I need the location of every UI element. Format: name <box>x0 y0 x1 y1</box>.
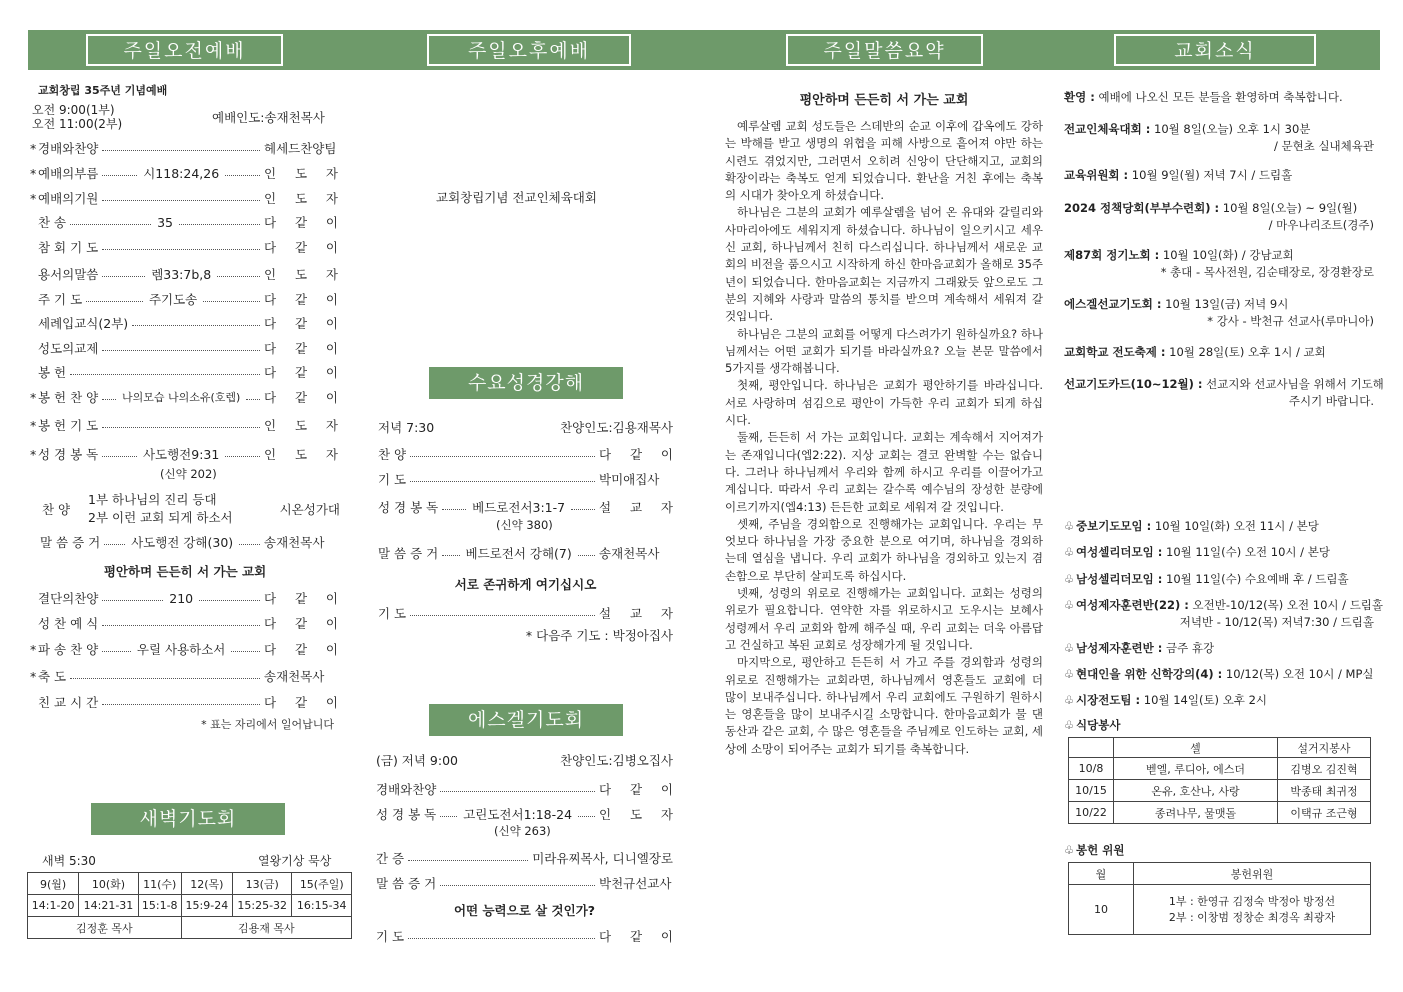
dawn-prayer-title: 새벽기도회 <box>91 803 285 835</box>
order-detail: 베드로전서3:1-7 <box>472 500 566 515</box>
order-label: 말 씀 증 거 <box>376 876 437 891</box>
meal-row <box>1069 780 1371 802</box>
summary-paragraph: 넷째, 성령의 위로로 진행해가는 교회입니다. 교회는 성령의 위로가 필요합니다. 연약한 자를 위로하시고 도우시는 보혜사 성령께서 우리 교회와 함께 해주실 때, 우리 교회는 더욱 아름답고 건실하고 복된 교회로 성장해가게 될 것입니다. <box>725 586 1043 652</box>
hymn-2: 2부 이런 교회 되게 하소서 <box>88 510 233 525</box>
order-item <box>30 693 338 711</box>
order-item <box>30 445 338 463</box>
order-detail: 렘33:7b,8 <box>151 267 212 282</box>
order-detail: 사도행전9:31 <box>142 447 220 462</box>
order-item <box>378 604 673 622</box>
order-label: 결단의찬양 <box>38 591 99 606</box>
order-item <box>376 805 673 823</box>
meal-cell: 온유, 호산나, 사랑 <box>1114 780 1278 802</box>
standing-mark: * <box>30 140 37 156</box>
ezekiel-title: 에스겔기도회 <box>429 704 623 736</box>
leader-dots <box>578 555 595 556</box>
order-detail: 사도행전 강해(30) <box>131 535 234 550</box>
leader-dots <box>102 600 163 601</box>
order-detail: 35 <box>157 214 174 230</box>
news-item <box>1064 518 1319 534</box>
standing-footnote: * 표는 자리에서 일어납니다 <box>201 718 334 731</box>
leader-dots <box>70 224 151 225</box>
order-label: 봉 헌 <box>38 365 67 380</box>
news-text: 10월 11일(수) 오전 10시 / 본당 <box>1162 545 1330 559</box>
news-title: 환영 : <box>1064 90 1095 104</box>
news-title: 전교인체육대회 : <box>1064 122 1151 136</box>
order-detail: 210 <box>169 590 194 606</box>
club-icon: ♧ <box>1064 572 1075 586</box>
news-text: 10월 14일(토) 오후 2시 <box>1140 693 1267 707</box>
order-who: 다 같 이 <box>264 316 338 331</box>
summary-paragraph: 둘째, 든든히 서 가는 교회입니다. 교회는 계속해서 지어져가는 존재입니다(엡2:22). 지상 교회는 결코 완벽할 수는 없습니다. 그러나 하나님께서 우리와 함께 하시고 우리를 이끌어가고 계십니다. 따라서 우리 교회는 갈수록 예수님의 장성한 분량에 이르기까지(엡4:13) 든든한 교회로 세워져 갈 것입니다. <box>725 430 1043 514</box>
summary-paragraph: 셋째, 주님을 경외함으로 진행해가는 교회입니다. 우리는 무엇보다 하나님을 가장 중요한 분으로 여기며, 하나님을 경외하는데 열심을 냅니다. 우리 교회가 하나님을 경외하고 있는지 겸손함으로 부단히 살피도록 하십시다. <box>725 516 1043 583</box>
order-label: 말 씀 증 거 <box>378 546 439 561</box>
meal-cell: 종려나무, 물맷돌 <box>1114 802 1278 824</box>
hymn-1: 1부 하나님의 진리 등대 <box>88 492 217 507</box>
news-text: 10월 11일(수) 수요예배 후 / 드림홀 <box>1162 572 1349 586</box>
offer-header-members: 봉헌위원 <box>1134 863 1371 885</box>
news-text-2: 주시기 바랍니다. <box>1288 394 1374 408</box>
meal-row <box>1069 758 1371 780</box>
order-item <box>378 470 673 488</box>
summary-body <box>725 118 1043 758</box>
order-item <box>30 238 338 256</box>
club-icon: ♧ <box>1064 641 1075 655</box>
news-text-2: / 문현초 실내체육관 <box>1273 139 1374 153</box>
order-label: 성 찬 예 식 <box>38 616 99 631</box>
news-title: 남성셀리더모임 : <box>1076 572 1163 586</box>
order-item <box>378 498 673 516</box>
order-label: 성도의교제 <box>38 341 99 356</box>
ezekiel-leader: 찬양인도:김병오집사 <box>560 753 673 768</box>
reading-note: (신약 263) <box>494 824 551 838</box>
order-item <box>30 614 338 632</box>
morning-leader: 예배인도:송재천목사 <box>212 110 325 125</box>
offer-table <box>1068 862 1371 935</box>
leader-dots <box>102 399 116 400</box>
leader-dots <box>70 678 260 679</box>
order-label: 성 경 봉 독 <box>376 807 437 822</box>
order-who: 다 같 이 <box>264 292 338 307</box>
news-title: 2024 정책당회(부부수련회) : <box>1064 201 1220 215</box>
order-label: 용서의말씀 <box>38 267 99 282</box>
leader-dots <box>102 625 260 626</box>
leader-dots <box>199 600 260 601</box>
offer-heading <box>1064 842 1124 858</box>
news-title: 교회학교 전도축제 : <box>1064 345 1166 359</box>
leader-dots <box>70 374 260 375</box>
news-title: 에스겔선교기도회 : <box>1064 297 1162 311</box>
dawn-passage: 15:9-24 <box>181 895 232 917</box>
leader-dots <box>571 509 595 510</box>
news-item <box>1064 640 1214 656</box>
order-label: 기 도 <box>378 472 407 487</box>
leader-dots <box>440 791 595 792</box>
news-text-2: * 총대 - 목사전원, 김순태장로, 장경환장로 <box>1160 265 1374 279</box>
offer-title: 봉헌 위원 <box>1076 843 1125 857</box>
news-item <box>1064 89 1343 105</box>
dawn-leader-1: 김정훈 목사 <box>28 917 182 939</box>
order-who: 다 같 이 <box>264 215 338 230</box>
news-text-2: 저녁반 - 10/12(목) 저녁7:30 / 드림홀 <box>1179 615 1374 629</box>
order-who: 설 교 자 <box>599 500 674 515</box>
news-text: 10/12(목) 오전 10시 / MP실 <box>1222 667 1374 681</box>
standing-mark: * <box>30 668 37 684</box>
leader-dots <box>102 704 260 705</box>
order-item <box>30 164 338 182</box>
leader-dots <box>442 509 466 510</box>
order-item <box>376 874 673 892</box>
leader-dots <box>442 555 459 556</box>
leader-dots <box>410 456 595 457</box>
leader-dots <box>102 200 260 201</box>
order-label: 기 도 <box>378 606 407 621</box>
offer-line-1: 1부 : 한영규 김정숙 박정아 방정선 <box>1168 894 1336 908</box>
meal-cell: 김병오 김진혁 <box>1278 758 1371 780</box>
news-text: 금주 휴강 <box>1162 641 1215 655</box>
order-who: 인 도 자 <box>264 267 338 282</box>
leader-dots <box>102 150 260 151</box>
order-who: 인 도 자 <box>264 166 339 181</box>
club-icon: ♧ <box>1064 693 1075 707</box>
order-item <box>376 927 673 945</box>
order-item <box>30 533 338 551</box>
news-text: 예배에 나오신 모든 분들을 환영하며 축복합니다. <box>1094 90 1343 104</box>
order-label: 기 도 <box>376 929 405 944</box>
offer-month: 10 <box>1069 885 1134 935</box>
order-label: 봉 헌 기 도 <box>38 418 99 433</box>
dawn-day: 10(화) <box>79 873 138 895</box>
leader-dots <box>102 456 137 457</box>
news-text: 선교지와 선교사님을 위해서 기도해 <box>1202 377 1384 391</box>
summary-paragraph: 마지막으로, 평안하고 든든히 서 가고 주를 경외함과 성령의 위로로 진행해가는 교회라면, 하나님께서 영혼들도 교회에 더 많이 보내주십니다. 하나님께서 우리 교회에도 구원하기 원하시는 영혼들을 많이 보내주시길 소망합니다. 한마음교회가 물 댄 동산과 같은 교회, 수 많은 영혼들을 주님께로 인도하는 교회, 세상에 소망이 되어주는 교회가 되기를 축복합니다. <box>725 655 1043 756</box>
morning-event: 교회창립 35주년 기념예배 <box>38 84 168 97</box>
order-label: 경배와찬양 <box>376 782 437 797</box>
news-item <box>1064 376 1384 409</box>
leader-dots <box>102 249 260 250</box>
leader-dots <box>225 175 260 176</box>
order-label: 세례입교식(2부) <box>38 316 129 331</box>
order-who: 박미애집사 <box>599 472 660 487</box>
meal-header: 설거지봉사 <box>1278 738 1371 758</box>
summary-paragraph: 하나님은 그분의 교회가 예루살렘을 넘어 온 유대와 갈릴리와 사마리아에도 세워지게 하셨습니다. 하나님이 일으키시고 세우신 교회, 하나님께서 친히 다스리십니다. 하나님께서 새로운 교회의 비전을 품으시고 시작하게 하신 한마음교회가 올해로 35주년이 되었습니다. 한마음교회는 지금까지 그래왔듯 앞으로도 그분의 지혜와 사랑과 말씀의 통치를 받으며 계속해서 세워져 갈 것입니다. <box>725 205 1043 324</box>
news-text-2: / 마우나리조트(경주) <box>1268 218 1374 232</box>
order-label: 경배와찬양 <box>38 141 99 156</box>
news-item <box>1064 692 1267 708</box>
news-title: 여성제자훈련반(22) : <box>1076 598 1189 612</box>
dawn-passage: 15:1-8 <box>138 895 181 917</box>
order-who: 다 같 이 <box>264 591 338 606</box>
hymn-block <box>42 490 340 524</box>
meal-cell: 10/8 <box>1069 758 1114 780</box>
order-item <box>378 445 673 463</box>
morning-time-2: 오전 11:00(2부) <box>32 117 123 131</box>
news-text: 10월 8일(오늘) ~ 9일(월) <box>1219 201 1358 215</box>
header-church-news: 교회소식 <box>1114 34 1316 66</box>
order-who: 박천규선교사 <box>599 876 672 891</box>
news-item <box>1064 167 1292 183</box>
meal-cell: 벧엘, 루디아, 에스더 <box>1114 758 1278 780</box>
summary-paragraph: 첫째, 평안입니다. 하나님은 교회가 평안하기를 바라십니다. 서로 사랑하며 섬김으로 평안이 가득한 우리 교회가 되게 하십시다. <box>725 378 1043 428</box>
morning-sermon-title: 평안하며 든든히 서 가는 교회 <box>103 564 267 579</box>
news-title: 제87회 정기노회 : <box>1064 248 1160 262</box>
news-item <box>1064 544 1330 560</box>
order-who: 송재천목사 <box>599 546 660 561</box>
order-label: 주 기 도 <box>38 292 83 307</box>
club-icon: ♧ <box>1064 545 1075 559</box>
order-label: 찬 양 <box>378 447 407 462</box>
news-item <box>1064 571 1349 587</box>
order-item <box>30 189 338 207</box>
order-label: 파 송 찬 양 <box>38 642 99 657</box>
order-label: 간 증 <box>376 851 405 866</box>
news-text: 10월 9일(월) 저녁 7시 / 드림홀 <box>1128 168 1293 182</box>
news-item <box>1064 247 1374 280</box>
leader-dots <box>578 816 595 817</box>
order-who: 다 같 이 <box>264 616 338 631</box>
order-item <box>376 849 673 867</box>
dawn-passage: 15:25-32 <box>233 895 292 917</box>
order-who: 인 도 자 <box>599 807 674 822</box>
news-text: 10월 10일(화) / 강남교회 <box>1159 248 1294 262</box>
header-sermon-summary: 주일말씀요약 <box>786 34 983 66</box>
order-item <box>30 640 338 658</box>
order-who: 다 같 이 <box>264 390 339 405</box>
news-item <box>1064 200 1374 233</box>
order-label: 예배의기원 <box>38 191 99 206</box>
header-afternoon-worship: 주일오후예배 <box>427 34 631 66</box>
leader-dots <box>440 816 457 817</box>
leader-dots <box>440 885 595 886</box>
news-text: 10월 8일(오늘) 오후 1시 30분 <box>1150 122 1311 136</box>
standing-mark: * <box>30 165 37 181</box>
order-item <box>30 388 338 406</box>
order-detail: 우릴 사용하소서 <box>136 642 226 657</box>
summary-paragraph: 예루살렘 교회 성도들은 스데반의 순교 이후에 갑옥에도 강하는 박해를 받고 생명의 위협을 피해 사방으로 흩어져 야만 하는 시련도 겪었지만, 그러면서 오히려 신앙이 단단해지고, 교회의 확장이라는 축복도 얻게 되었습니다. 환난을 거친 후에는 축복의 시대가 찾아오게 하셨습니다. <box>725 119 1043 203</box>
order-item <box>376 780 673 798</box>
order-item <box>30 339 338 357</box>
news-text: 10월 28일(토) 오후 1시 / 교회 <box>1165 345 1326 359</box>
news-text: 오전반-10/12(목) 오전 10시 / 드림홀 <box>1188 598 1384 612</box>
news-item <box>1064 597 1383 630</box>
order-item <box>378 544 673 562</box>
meal-header <box>1069 738 1114 758</box>
summary-paragraph: 하나님은 그분의 교회를 어떻게 다스려가기 원하실까요? 하나님께서는 어떤 교회가 되기를 바라실까요? 오늘 본문 말씀에서 5가지를 생각해봅니다. <box>725 326 1043 376</box>
order-who: 다 같 이 <box>599 929 673 944</box>
offer-header-month: 월 <box>1069 863 1134 885</box>
order-label: 축 도 <box>38 669 67 684</box>
leader-dots <box>408 938 595 939</box>
dawn-day: 11(수) <box>138 873 181 895</box>
wednesday-sermon-title: 서로 존귀하게 여기십시오 <box>454 577 597 592</box>
dawn-note: 열왕기상 묵상 <box>258 854 332 868</box>
dawn-day: 15(주일) <box>292 873 352 895</box>
order-who: 다 같 이 <box>599 447 673 462</box>
meal-cell: 10/15 <box>1069 780 1114 802</box>
news-title: 교육위원회 : <box>1064 168 1129 182</box>
dawn-passage: 14:1-20 <box>28 895 79 917</box>
next-week-prayer: * 다음주 기도 : 박정아집사 <box>525 628 673 643</box>
order-label: 친 교 시 간 <box>38 695 99 710</box>
club-icon: ♧ <box>1064 718 1075 732</box>
leader-dots <box>203 301 260 302</box>
dawn-passage: 16:15-34 <box>292 895 352 917</box>
news-text: 10월 10일(화) 오전 11시 / 본당 <box>1151 519 1319 533</box>
dawn-schedule-table <box>27 872 352 939</box>
morning-time-1: 오전 9:00(1부) <box>32 103 115 117</box>
order-who: 다 같 이 <box>264 365 338 380</box>
club-icon: ♧ <box>1064 519 1075 533</box>
order-item <box>30 213 338 231</box>
order-label: 봉 헌 찬 양 <box>38 390 99 405</box>
dawn-leader-2: 김용재 목사 <box>181 917 351 939</box>
dawn-passage: 14:21-31 <box>79 895 138 917</box>
leader-dots <box>239 544 260 545</box>
meal-cell: 이택규 조근형 <box>1278 802 1371 824</box>
meal-table <box>1068 737 1371 824</box>
leader-dots <box>102 276 145 277</box>
order-who: 다 같 이 <box>264 695 338 710</box>
leader-dots <box>102 427 260 428</box>
reading-note: (신약 202) <box>160 467 217 481</box>
standing-mark: * <box>30 446 37 462</box>
order-who: 헤세드찬양팀 <box>264 141 337 156</box>
leader-dots <box>410 481 595 482</box>
leader-dots <box>102 651 131 652</box>
meal-row <box>1069 802 1371 824</box>
order-who: 설 교 자 <box>599 606 673 621</box>
order-label: 성 경 봉 독 <box>378 500 439 515</box>
standing-mark: * <box>30 190 37 206</box>
order-who: 다 같 이 <box>264 240 338 255</box>
leader-dots <box>217 276 260 277</box>
standing-mark: * <box>30 389 37 405</box>
news-title: 남성제자훈련반 : <box>1076 641 1163 655</box>
order-who: 다 같 이 <box>599 782 673 797</box>
leader-dots <box>104 544 125 545</box>
hymn-label: 찬 양 <box>42 502 71 517</box>
news-item <box>1064 666 1374 682</box>
news-item <box>1064 121 1374 154</box>
order-detail: 고린도전서1:18-24 <box>463 807 573 822</box>
order-label: 예배의부름 <box>38 166 99 181</box>
order-item <box>30 290 338 308</box>
meal-header: 셀 <box>1114 738 1278 758</box>
order-label: 말 씀 증 거 <box>40 535 101 550</box>
ezekiel-sermon-title: 어떤 능력으로 살 것인가? <box>453 903 596 918</box>
order-label: 성 경 봉 독 <box>38 447 99 462</box>
dawn-day: 12(목) <box>181 873 232 895</box>
order-who: 인 도 자 <box>264 191 338 206</box>
news-title: 중보기도모임 : <box>1076 519 1152 533</box>
news-title: 선교기도카드(10~12월) : <box>1064 377 1203 391</box>
reading-note: (신약 380) <box>496 518 553 532</box>
order-label: 참 회 기 도 <box>38 240 99 255</box>
news-text-2: * 강사 - 박천규 선교사(루마니아) <box>1207 314 1374 328</box>
order-item <box>30 416 338 434</box>
offer-line-2: 2부 : 이창범 정창순 최경옥 최광자 <box>1168 910 1336 924</box>
order-detail: 나의모습 나의소유(호렙) <box>121 391 241 404</box>
leader-dots <box>179 224 260 225</box>
leader-dots <box>410 615 595 616</box>
order-who: 송재천목사 <box>264 535 325 550</box>
news-item <box>1064 344 1326 360</box>
order-item <box>30 363 338 381</box>
meal-cell: 10/22 <box>1069 802 1114 824</box>
wednesday-time: 저녁 7:30 <box>378 420 435 435</box>
order-who: 미라유찌목사, 디니엘장로 <box>532 851 673 866</box>
leader-dots <box>246 399 260 400</box>
leader-dots <box>86 301 143 302</box>
order-who: 인 도 자 <box>264 447 339 462</box>
club-icon: ♧ <box>1064 667 1075 681</box>
leader-dots <box>225 456 260 457</box>
club-icon: ♧ <box>1064 843 1075 857</box>
afternoon-event: 교회창립기념 전교인체육대회 <box>436 190 597 205</box>
order-item <box>30 265 338 283</box>
leader-dots <box>231 651 260 652</box>
news-title: 현대인을 위한 신학강의(4) : <box>1076 667 1223 681</box>
meal-heading <box>1064 717 1120 733</box>
meal-cell: 박종태 최귀정 <box>1278 780 1371 802</box>
leader-dots <box>102 350 260 351</box>
order-item <box>30 589 338 607</box>
dawn-day: 9(월) <box>28 873 79 895</box>
leader-dots <box>102 175 137 176</box>
leader-dots <box>132 325 260 326</box>
dawn-time: 새벽 5:30 <box>42 854 96 868</box>
standing-mark: * <box>30 641 37 657</box>
order-item <box>30 139 338 157</box>
ezekiel-time: (금) 저녁 9:00 <box>376 753 458 768</box>
order-who: 인 도 자 <box>264 418 338 433</box>
order-item <box>30 667 338 685</box>
dawn-day: 13(금) <box>233 873 292 895</box>
wednesday-title: 수요성경강해 <box>429 367 623 399</box>
order-who: 다 같 이 <box>264 341 338 356</box>
news-title: 여성셀리더모임 : <box>1076 545 1163 559</box>
hymn-who: 시온성가대 <box>279 502 340 517</box>
order-item <box>30 314 338 332</box>
standing-mark: * <box>30 417 37 433</box>
leader-dots <box>408 860 528 861</box>
summary-title: 평안하며 든든히 서 가는 교회 <box>799 93 969 108</box>
order-label: 찬 송 <box>38 215 67 230</box>
order-detail: 주기도송 <box>148 292 198 307</box>
club-icon: ♧ <box>1064 598 1075 612</box>
order-who: 송재천목사 <box>264 669 325 684</box>
order-who: 다 같 이 <box>264 642 339 657</box>
wednesday-leader: 찬양인도:김용재목사 <box>560 420 673 435</box>
meal-title: 식당봉사 <box>1076 718 1121 732</box>
header-morning-worship: 주일오전예배 <box>86 34 283 66</box>
news-item <box>1064 296 1374 329</box>
news-title: 시장전도팀 : <box>1076 693 1141 707</box>
news-text: 10월 13일(금) 저녁 9시 <box>1161 297 1289 311</box>
order-detail: 시118:24,26 <box>143 166 220 181</box>
order-detail: 베드로전서 강해(7) <box>465 546 572 561</box>
